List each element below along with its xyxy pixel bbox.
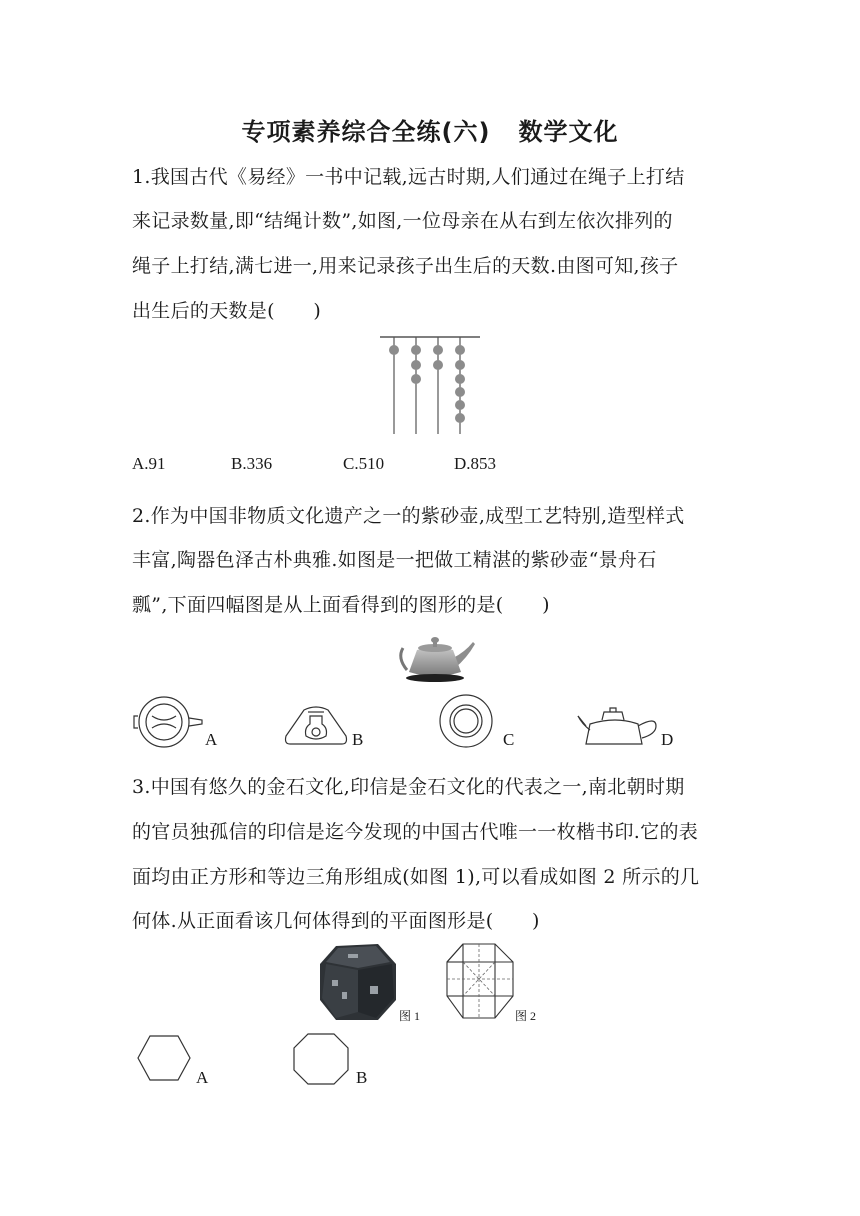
q3-line-2: 的官员独孤信的印信是迄今发现的中国古代唯一一枚楷书印.它的表 bbox=[132, 821, 699, 843]
q1-option-b[interactable]: B.336 bbox=[231, 454, 273, 473]
q3-line-4: 何体.从正面看该几何体得到的平面图形是( ) bbox=[132, 910, 540, 932]
q1-option-d[interactable]: D.853 bbox=[454, 454, 497, 473]
page-title bbox=[0, 112, 860, 147]
knot bbox=[411, 360, 421, 370]
q3-option-b-octagon[interactable] bbox=[292, 1032, 352, 1086]
q3-label-b: B bbox=[356, 1068, 368, 1087]
polyhedron-figure bbox=[445, 940, 517, 1022]
q1-line-2: 来记录数量,即“结绳计数”,如图,一位母亲在从右到左依次排列的 bbox=[132, 210, 673, 232]
q2-option-a-figure[interactable] bbox=[134, 696, 204, 752]
q3-line-1: 3.中国有悠久的金石文化,印信是金石文化的代表之一,南北朝时期 bbox=[132, 776, 685, 798]
q1-line-3: 绳子上打结,满七进一,用来记录孩子出生后的天数.由图可知,孩子 bbox=[132, 255, 679, 277]
knot bbox=[433, 345, 443, 355]
q2-line-1: 2.作为中国非物质文化遗产之一的紫砂壶,成型工艺特别,造型样式 bbox=[132, 505, 685, 527]
knot bbox=[433, 360, 443, 370]
q1-line-4: 出生后的天数是( ) bbox=[132, 300, 322, 322]
knot bbox=[455, 345, 465, 355]
title-main: 专项素养综合全练(六) bbox=[241, 118, 491, 146]
knot bbox=[411, 374, 421, 384]
knot bbox=[455, 360, 465, 370]
title-sub: 数学文化 bbox=[518, 118, 619, 146]
q3-option-a-hexagon[interactable] bbox=[136, 1034, 192, 1084]
q3-label-a: A bbox=[196, 1068, 209, 1087]
q2-option-b-figure[interactable] bbox=[282, 704, 350, 748]
q2-option-c-figure[interactable] bbox=[438, 694, 498, 750]
knot bbox=[411, 345, 421, 355]
teapot-photo bbox=[395, 628, 477, 684]
figure-2-caption: 图 2 bbox=[515, 1009, 537, 1023]
knot bbox=[455, 387, 465, 397]
q2-option-d-figure[interactable] bbox=[576, 704, 660, 748]
knot bbox=[455, 374, 465, 384]
q1-option-a[interactable]: A.91 bbox=[132, 454, 166, 473]
q2-line-3: 瓢”,下面四幅图是从上面看得到的图形的是( ) bbox=[132, 594, 550, 616]
q2-label-c: C bbox=[503, 730, 515, 749]
q2-label-b: B bbox=[352, 730, 364, 749]
knot bbox=[455, 400, 465, 410]
q1-line-1: 1.我国古代《易经》一书中记载,远古时期,人们通过在绳子上打结 bbox=[132, 166, 685, 188]
q2-label-d: D bbox=[661, 730, 674, 749]
knot-rope-figure bbox=[378, 334, 482, 438]
q2-label-a: A bbox=[205, 730, 218, 749]
figure-1-caption: 图 1 bbox=[399, 1009, 421, 1023]
seal-photo bbox=[318, 942, 398, 1022]
q1-option-c[interactable]: C.510 bbox=[343, 454, 385, 473]
knot bbox=[389, 345, 399, 355]
q3-line-3: 面均由正方形和等边三角形组成(如图 1),可以看成如图 2 所示的几 bbox=[132, 866, 700, 888]
knot bbox=[455, 413, 465, 423]
q2-line-2: 丰富,陶器色泽古朴典雅.如图是一把做工精湛的紫砂壶“景舟石 bbox=[132, 549, 657, 571]
